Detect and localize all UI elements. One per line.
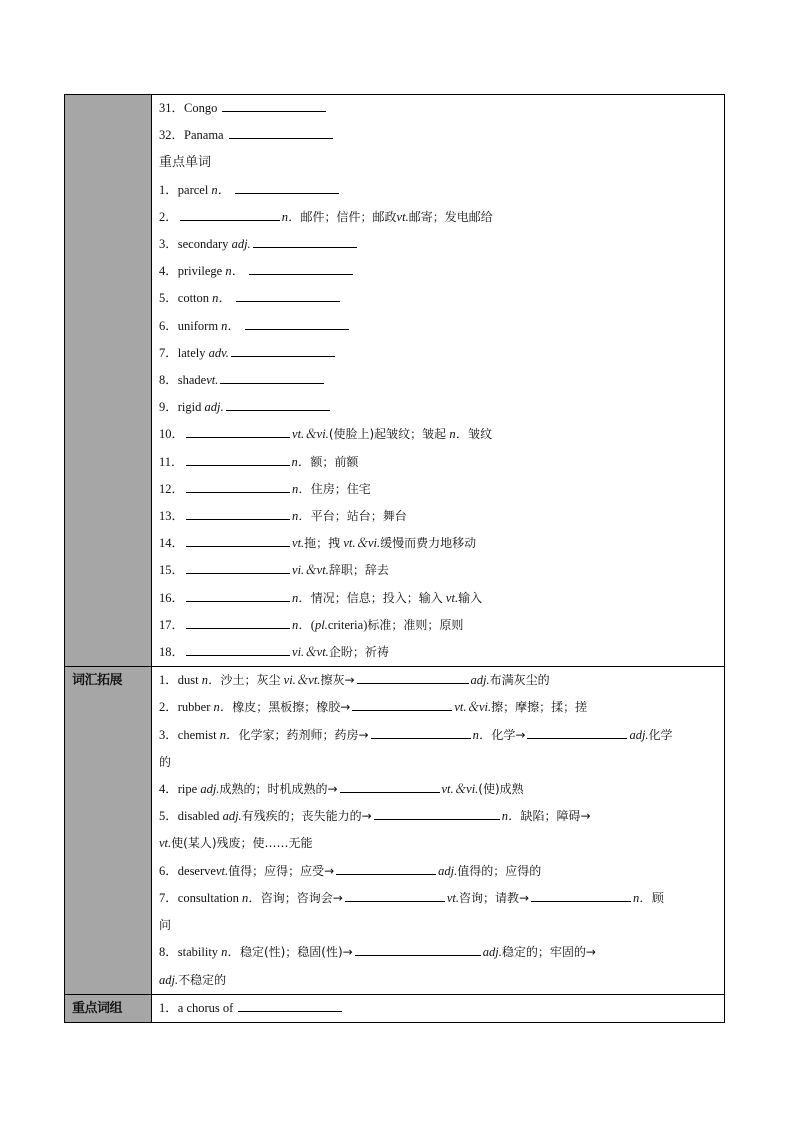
list-item: 6．deservevt.值得；应得；应受→ adj.值得的；应得的 xyxy=(159,858,718,885)
list-item: 12． n．住房；住宅 xyxy=(159,476,718,503)
list-item-continuation: adj.不稳定的 xyxy=(159,972,227,987)
list-item: 1．parcel n． xyxy=(159,177,718,204)
answer-blank[interactable] xyxy=(249,261,353,275)
list-item: 1．a chorus of xyxy=(159,995,718,1022)
list-item-continuation: 的 xyxy=(159,754,172,769)
answer-blank[interactable] xyxy=(186,506,290,520)
section-label: 词汇拓展 xyxy=(65,667,152,993)
section-content xyxy=(152,95,724,666)
list-item: 3．chemist n．化学家；药剂师；药房→ n．化学→ adj.化学 xyxy=(159,722,718,749)
list-item: 2． n．邮件；信件；邮政vt.邮寄；发电邮给 xyxy=(159,204,718,231)
list-item: 3．secondary adj. xyxy=(159,231,718,258)
section-key-words xyxy=(65,95,724,666)
answer-blank[interactable] xyxy=(222,98,326,112)
list-item: 6．uniform n． xyxy=(159,313,718,340)
list-item: 9．rigid adj. xyxy=(159,394,718,421)
answer-blank[interactable] xyxy=(186,615,290,629)
section-content xyxy=(152,995,724,1022)
list-item: 7．lately adv. xyxy=(159,340,718,367)
list-item: 11． n．额；前额 xyxy=(159,449,718,476)
answer-blank[interactable] xyxy=(371,725,471,739)
answer-blank[interactable] xyxy=(180,207,280,221)
answer-blank[interactable] xyxy=(336,861,436,875)
answer-blank[interactable] xyxy=(226,397,330,411)
answer-blank[interactable] xyxy=(186,533,290,547)
list-item: 31．Congo xyxy=(159,95,718,122)
list-item: 10． vt.＆vi.(使脸上)起皱纹；皱起 n．皱纹 xyxy=(159,421,718,448)
answer-blank[interactable] xyxy=(238,998,342,1012)
list-item: 15． vi.＆vt.辞职；辞去 xyxy=(159,557,718,584)
list-item: 17． n．(pl.criteria)标准；准则；原则 xyxy=(159,612,718,639)
answer-blank[interactable] xyxy=(186,642,290,656)
answer-blank[interactable] xyxy=(236,288,340,302)
worksheet-table xyxy=(64,94,725,1023)
answer-blank[interactable] xyxy=(186,588,290,602)
section-label xyxy=(65,95,152,666)
answer-blank[interactable] xyxy=(245,316,349,330)
answer-blank[interactable] xyxy=(186,479,290,493)
answer-blank[interactable] xyxy=(345,888,445,902)
section-vocabulary-expansion xyxy=(65,666,724,993)
section-label: 重点词组 xyxy=(65,995,152,1022)
list-item: 2．rubber n．橡皮；黑板擦；橡胶→ vt.＆vi.擦；摩擦；揉；搓 xyxy=(159,694,718,721)
answer-blank[interactable] xyxy=(186,424,290,438)
section-content xyxy=(152,667,724,993)
list-item: 13． n．平台；站台；舞台 xyxy=(159,503,718,530)
list-item: 5．cotton n． xyxy=(159,285,718,312)
list-item: 8．stability n．稳定(性)；稳固(性)→ adj.稳定的；牢固的→ xyxy=(159,939,718,966)
answer-blank[interactable] xyxy=(231,343,335,357)
answer-blank[interactable] xyxy=(355,942,481,956)
list-item: 16． n．情况；信息；投入；输入 vt.输入 xyxy=(159,585,718,612)
answer-blank[interactable] xyxy=(374,806,500,820)
list-item-continuation: vt.使(某人)残废；使……无能 xyxy=(159,836,313,851)
list-item: 5．disabled adj.有残疾的；丧失能力的→ n．缺陷；障碍→ xyxy=(159,803,718,830)
answer-blank[interactable] xyxy=(531,888,631,902)
answer-blank[interactable] xyxy=(186,452,290,466)
list-item: 4．ripe adj.成熟的；时机成熟的→ vt.＆vi.(使)成熟 xyxy=(159,776,718,803)
section-key-phrases xyxy=(65,994,724,1022)
list-item: 1．dust n．沙土；灰尘 vi.＆vt.擦灰→ adj.布满灰尘的 xyxy=(159,667,718,694)
subheading: 重点单词 xyxy=(159,155,212,171)
list-item: 32．Panama xyxy=(159,122,718,149)
list-item: 4．privilege n． xyxy=(159,258,718,285)
list-item: 7．consultation n．咨询；咨询会→ vt.咨询；请教→ n．顾 xyxy=(159,885,718,912)
answer-blank[interactable] xyxy=(220,370,324,384)
list-item: 18． vi.＆vt.企盼；祈祷 xyxy=(159,639,718,666)
list-item-continuation: 问 xyxy=(159,918,172,933)
answer-blank[interactable] xyxy=(357,670,469,684)
answer-blank[interactable] xyxy=(352,697,452,711)
answer-blank[interactable] xyxy=(253,234,357,248)
answer-blank[interactable] xyxy=(340,779,440,793)
answer-blank[interactable] xyxy=(235,180,339,194)
answer-blank[interactable] xyxy=(527,725,627,739)
list-item: 8．shadevt. xyxy=(159,367,718,394)
answer-blank[interactable] xyxy=(186,560,290,574)
answer-blank[interactable] xyxy=(229,125,333,139)
list-item: 14． vt.拖；拽 vt.＆vi.缓慢而费力地移动 xyxy=(159,530,718,557)
